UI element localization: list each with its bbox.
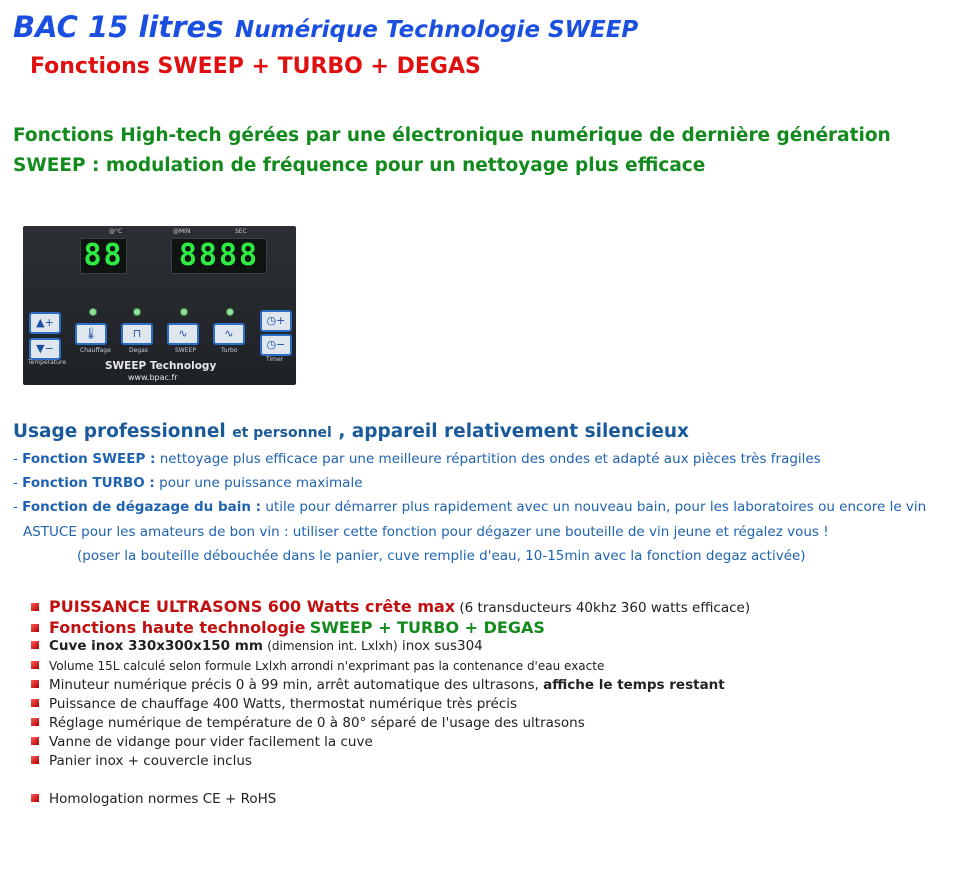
bullet-icon bbox=[31, 718, 39, 726]
sweep-led-icon bbox=[180, 308, 188, 316]
min-label: @MIN bbox=[173, 228, 191, 235]
temp-minus-icon: ▼− bbox=[29, 338, 61, 360]
spec-basket: Panier inox + couvercle inclus bbox=[49, 753, 252, 769]
list-item bbox=[31, 638, 483, 654]
usage-text-sweep: nettoyage plus efficace par une meilleure répartition des ondes et adapté aux pièces très fragiles bbox=[159, 451, 821, 467]
spec-volume: Volume 15L calculé selon formule Lxlxh arrondi n'exprimant pas la contenance d'eau exacte bbox=[49, 659, 605, 673]
bullet-icon bbox=[31, 624, 39, 632]
spec-power-rest: (6 transducteurs 40khz 360 watts efficace) bbox=[459, 600, 751, 616]
sec-label: SEC bbox=[235, 228, 247, 235]
turbo-label: Turbo bbox=[221, 347, 238, 354]
temperature-display: 88 bbox=[80, 238, 127, 274]
usage-line-sweep: - Fonction SWEEP : nettoyage plus efficace par une meilleure répartition des ondes et adapté aux pièces très fragiles bbox=[13, 451, 821, 467]
bullet-icon bbox=[31, 794, 39, 802]
bullet-icon bbox=[31, 756, 39, 764]
list-item bbox=[31, 715, 585, 731]
temp-unit-label: @°C bbox=[109, 228, 123, 235]
list-item bbox=[31, 677, 725, 693]
functions-heading: Fonctions SWEEP + TURBO + DEGAS bbox=[30, 54, 481, 79]
list-item bbox=[31, 696, 517, 712]
panel-url: www.bpac.fr bbox=[128, 373, 178, 382]
thermometer-icon: 🌡 bbox=[75, 323, 107, 345]
panel-brand: SWEEP Technology bbox=[105, 360, 217, 372]
usage-heading bbox=[13, 421, 689, 442]
temperature-label: Temperature bbox=[28, 359, 67, 366]
hitech-line: Fonctions High-tech gérées par une électronique numérique de dernière génération bbox=[13, 125, 891, 146]
timer-display: 8888 bbox=[171, 238, 267, 274]
chauffage-led-icon bbox=[89, 308, 97, 316]
usage-label-sweep: Fonction SWEEP : bbox=[22, 451, 156, 467]
degas-led-icon bbox=[133, 308, 141, 316]
bullet-icon bbox=[31, 641, 39, 649]
title-subtitle: Numérique Technologie SWEEP bbox=[235, 17, 639, 43]
bullet-icon bbox=[31, 737, 39, 745]
sweep-wave-icon: ∿ bbox=[167, 323, 199, 345]
bullet-icon bbox=[31, 680, 39, 688]
chauffage-label: Chauffage bbox=[80, 347, 111, 354]
sweep-line: SWEEP : modulation de fréquence pour un nettoyage plus efficace bbox=[13, 155, 706, 176]
list-item bbox=[31, 658, 604, 674]
timer-label: Timer bbox=[266, 356, 284, 363]
turbo-wave-icon: ∿ bbox=[213, 323, 245, 345]
sweep-label: SWEEP bbox=[175, 347, 196, 354]
usage-title-c: , appareil relativement silencieux bbox=[338, 421, 689, 442]
usage-title-b: et personnel bbox=[232, 425, 332, 441]
usage-astuce: ASTUCE pour les amateurs de bon vin : utiliser cette fonction pour dégazer une bouteille de vin jeune et régalez vous ! bbox=[23, 524, 829, 540]
usage-text-degas: utile pour démarrer plus rapidement avec un nouveau bain, pour les laboratoires ou encore le vin bbox=[265, 499, 927, 515]
spec-heating: Puissance de chauffage 400 Watts, thermostat numérique très précis bbox=[49, 696, 518, 712]
bullet-icon bbox=[31, 603, 39, 611]
usage-title-a: Usage professionnel bbox=[13, 421, 226, 442]
turbo-led-icon bbox=[226, 308, 234, 316]
timer-plus-icon: ◷+ bbox=[260, 310, 292, 332]
title-main: BAC 15 litres bbox=[13, 10, 224, 44]
page-title bbox=[13, 10, 638, 44]
degas-label: Degas bbox=[129, 347, 148, 354]
spec-timer-a: Minuteur numérique précis 0 à 99 min, arrêt automatique des ultrasons, bbox=[49, 677, 539, 693]
timer-minus-icon: ◷− bbox=[260, 334, 292, 356]
usage-label-degas: Fonction de dégazage du bain : bbox=[22, 499, 262, 515]
bullet-icon bbox=[31, 661, 39, 669]
spec-homologation: Homologation normes CE + RoHS bbox=[49, 791, 277, 807]
spec-power-bold: PUISSANCE ULTRASONS 600 Watts crête max bbox=[49, 597, 456, 616]
spec-drain: Vanne de vidange pour vider facilement la cuve bbox=[49, 734, 373, 750]
list-item bbox=[31, 753, 252, 769]
list-item bbox=[31, 734, 373, 750]
spec-cuve-bold: Cuve inox 330x300x150 mm bbox=[49, 638, 263, 654]
list-item bbox=[31, 791, 276, 807]
spec-hightech-a: Fonctions haute technologie bbox=[49, 618, 306, 637]
list-item bbox=[31, 618, 545, 637]
temp-plus-icon: ▲+ bbox=[29, 312, 61, 334]
spec-temperature: Réglage numérique de température de 0 à 80° séparé de l'usage des ultrasons bbox=[49, 715, 585, 731]
spec-cuve-small: (dimension int. Lxlxh) bbox=[267, 639, 398, 653]
usage-text-turbo: pour une puissance maximale bbox=[159, 475, 363, 491]
control-panel-image bbox=[23, 226, 296, 385]
usage-line-turbo: - Fonction TURBO : pour une puissance maximale bbox=[13, 475, 363, 491]
usage-label-turbo: Fonction TURBO : bbox=[22, 475, 155, 491]
spec-hightech-b: SWEEP + TURBO + DEGAS bbox=[309, 618, 545, 637]
usage-line-degas: - Fonction de dégazage du bain : utile pour démarrer plus rapidement avec un nouveau bain, pour les laboratoires ou encore le vin bbox=[13, 499, 927, 515]
bullet-icon bbox=[31, 699, 39, 707]
spec-timer-b: affiche le temps restant bbox=[543, 677, 725, 693]
spec-cuve-rest: inox sus304 bbox=[401, 638, 483, 654]
usage-astuce-note: (poser la bouteille débouchée dans le panier, cuve remplie d'eau, 10-15min avec la fonction degaz activée) bbox=[77, 548, 806, 564]
list-item bbox=[31, 597, 750, 616]
degas-wave-icon: ⊓ bbox=[121, 323, 153, 345]
